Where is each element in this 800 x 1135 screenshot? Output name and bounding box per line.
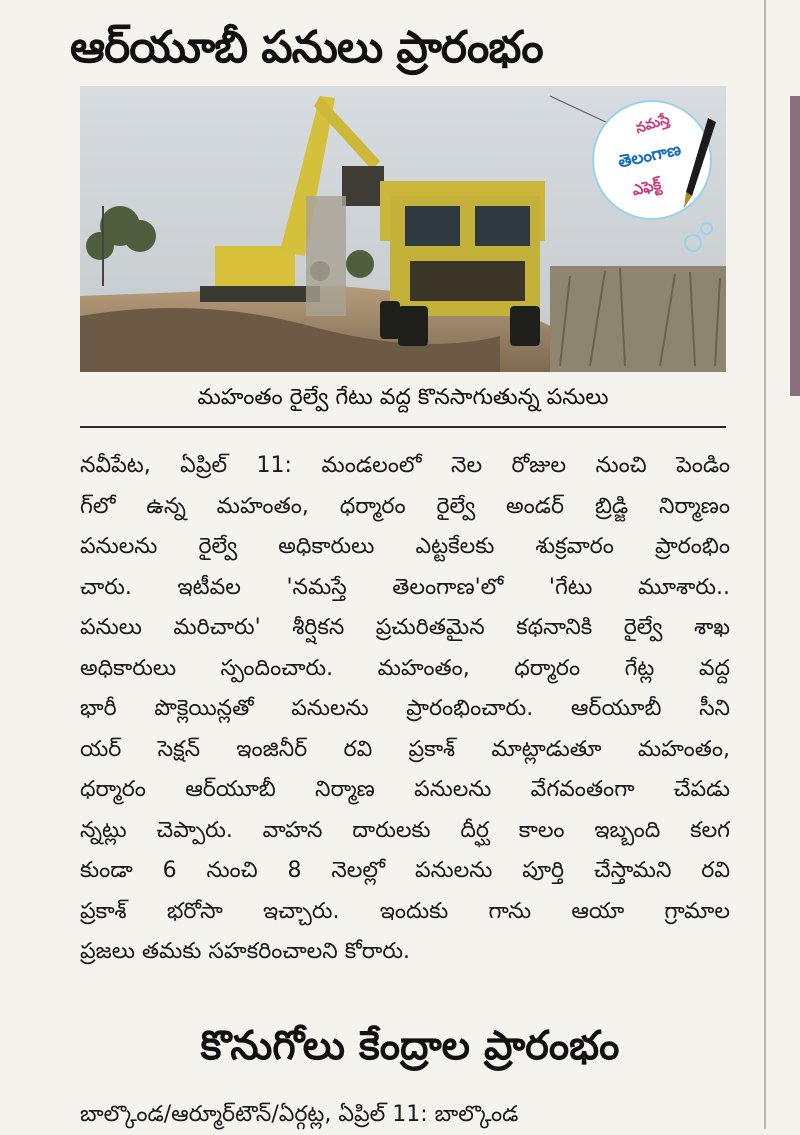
badge-bubble-icon — [684, 234, 702, 252]
body-line: భారీ పొక్లెయిన్లతో పనులను ప్రారంభించారు. ఆర్‌యూబీ సీని — [80, 696, 730, 721]
article-body — [80, 446, 730, 973]
next-article-headline: కొనుగోలు కేంద్రాల ప్రారంభం — [200, 1023, 620, 1069]
namaste-telangana-effect-badge — [592, 100, 712, 220]
column-divider — [764, 0, 766, 1129]
photo-caption: మహంతం రైల్వే గేటు వద్ద కొనసాగుతున్న పనులు — [197, 385, 609, 410]
body-line: ధర్మారం ఆర్‌యూబీ నిర్మాణ పనులను వేగవంతంగా చేపడు — [80, 777, 730, 802]
body-line: చారు. ఇటీవల 'నమస్తే తెలంగాణ'లో 'గేటు మూశారు.. — [80, 574, 730, 600]
badge-line-1: నమస్తే — [633, 111, 672, 138]
body-line: పనులను రైల్వే అధికారులు ఎట్టకేలకు శుక్రవారం ప్రారంభిం — [80, 534, 730, 559]
article-headline: ఆర్‌యూబీ పనులు ప్రారంభం — [70, 22, 543, 73]
badge-line-2: తెలంగాణ — [616, 139, 683, 173]
caption-rule — [80, 426, 726, 428]
body-line: పనులు మరిచారు' శీర్షికన ప్రచురితమైన కథనానికి రైల్వే శాఖ — [80, 615, 730, 640]
body-line: గ్‌లో ఉన్న మహంతం, ధర్మారం రైల్వే అండర్ బ్రిడ్జి నిర్మాణం — [80, 493, 730, 519]
body-line: న్నట్లు చెప్పారు. వాహన దారులకు దీర్ఘ కాలం ఇబ్బంది కలగ — [80, 817, 730, 843]
adjacent-photo-edge — [790, 96, 800, 396]
body-line: ప్రజలు తమకు సహకరించాలని కోరారు. — [80, 939, 410, 964]
badge-bubble-icon — [700, 222, 713, 235]
next-article-first-line: బాల్కొండ/ఆర్మూర్‌టౌన్/ఏర్గట్ల, ఏప్రిల్ 11: బాల్కొండ — [80, 1102, 519, 1127]
fountain-pen-icon — [678, 118, 718, 208]
body-line: అధికారులు స్పందించారు. మహంతం, ధర్మారం గేట్ల వద్ద — [80, 655, 730, 681]
body-line: నవీపేట, ఏప్రిల్ 11: మండలంలో నెల రోజుల నుంచి పెండిం — [80, 453, 730, 478]
body-line: కుండా 6 నుంచి 8 నెలల్లో పనులను పూర్తి చేస్తామని రవి — [80, 858, 730, 883]
body-line: యర్ సెక్షన్ ఇంజినీర్ రవి ప్రకాశ్ మాట్లాడుతూ మహంతం, — [80, 736, 730, 762]
body-line: ప్రకాశ్ భరోసా ఇచ్చారు. ఇందుకు గాను ఆయా గ్రామాల — [80, 898, 730, 924]
adjacent-column-edge — [768, 0, 800, 1129]
badge-line-3: ఎఫెక్ట్ — [630, 174, 663, 200]
article-photo — [80, 86, 726, 372]
